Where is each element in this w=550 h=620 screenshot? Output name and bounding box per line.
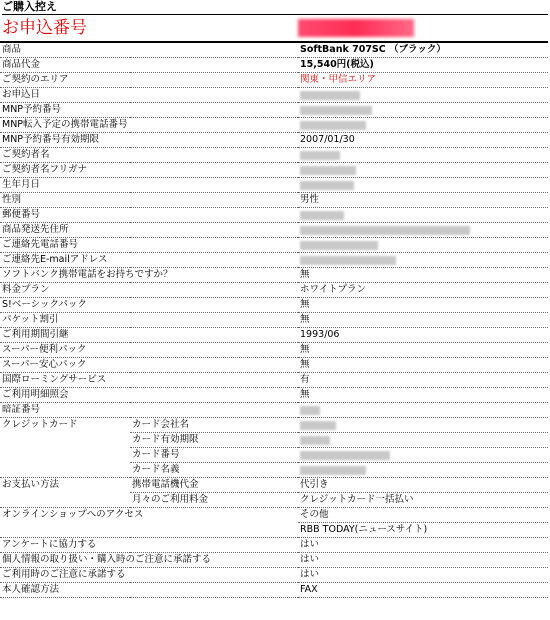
field-label: 郵便番号	[0, 208, 298, 223]
table-row	[0, 88, 548, 103]
order-details-table	[0, 43, 548, 598]
table-row	[0, 583, 548, 598]
table-row	[0, 73, 548, 88]
field-label: お申込日	[0, 88, 298, 103]
table-row	[0, 508, 548, 523]
field-value	[298, 193, 548, 208]
field-value	[298, 553, 548, 568]
payment-sub-label: 携帯電話機代金	[130, 478, 298, 493]
redacted-value	[300, 106, 372, 115]
table-row	[0, 538, 548, 553]
field-value	[298, 388, 548, 403]
table-row	[0, 253, 548, 268]
field-value	[298, 133, 548, 148]
table-row	[0, 223, 548, 238]
field-value-text: 代引き	[300, 479, 329, 490]
credit-sub-label: カード番号	[130, 448, 298, 463]
field-label: ソフトバンク携帯電話をお持ちですか？	[0, 268, 298, 283]
redacted-value	[300, 256, 396, 265]
field-label: S!ベーシックパック	[0, 298, 298, 313]
field-value-text: 無	[300, 269, 310, 280]
table-row	[0, 148, 548, 163]
field-label: 国際ローミングサービス	[0, 373, 298, 388]
field-label: 料金プラン	[0, 283, 298, 298]
table-row	[0, 418, 548, 433]
field-value-text: 15,540円(税込)	[300, 59, 374, 70]
field-value	[298, 358, 548, 373]
credit-sub-value	[298, 418, 548, 433]
field-value	[298, 373, 548, 388]
field-value-text: クレジットカード一括払い	[300, 494, 414, 505]
table-row	[0, 433, 548, 448]
field-value	[298, 283, 548, 298]
access-label-empty	[0, 523, 298, 538]
field-value	[298, 343, 548, 358]
redacted-value	[300, 121, 366, 130]
table-row	[0, 193, 548, 208]
field-value	[298, 148, 548, 163]
field-value	[298, 583, 548, 598]
redacted-value	[300, 451, 390, 460]
redacted-value	[300, 421, 336, 430]
redacted-value	[300, 241, 378, 250]
field-value-text: 無	[300, 389, 310, 400]
field-label: スーパー安心パック	[0, 358, 298, 373]
field-value-text: 有	[300, 374, 310, 385]
field-label: ご契約のエリア	[0, 73, 298, 88]
field-value	[298, 223, 548, 238]
credit-card-label-empty	[0, 448, 130, 463]
redacted-value	[300, 211, 344, 220]
table-row	[0, 238, 548, 253]
access-value: その他	[298, 508, 548, 523]
field-value	[298, 238, 548, 253]
redacted-value	[300, 151, 340, 160]
field-label: 暗証番号	[0, 403, 298, 418]
field-value-text: 無	[300, 359, 310, 370]
table-row	[0, 478, 548, 493]
field-label: ご利用時のご注意に承諾する	[0, 568, 298, 583]
redacted-value	[300, 436, 330, 445]
table-row	[0, 313, 548, 328]
field-value-text: 関東・甲信エリア	[300, 74, 377, 85]
table-row	[0, 493, 548, 508]
field-value	[298, 253, 548, 268]
field-label: アンケートに協力する	[0, 538, 298, 553]
field-label: 生年月日	[0, 178, 298, 193]
table-row	[0, 463, 548, 478]
field-value-text: 男性	[300, 194, 320, 205]
credit-sub-value	[298, 433, 548, 448]
field-value	[298, 163, 548, 178]
field-value	[298, 73, 548, 88]
credit-card-label-empty	[0, 433, 130, 448]
credit-sub-label: カード有効期限	[130, 433, 298, 448]
field-value-text: はい	[300, 554, 320, 565]
table-row	[0, 43, 548, 58]
redacted-value	[300, 466, 366, 475]
field-label: 性別	[0, 193, 298, 208]
field-label: ご契約者名	[0, 148, 298, 163]
table-row	[0, 283, 548, 298]
payment-sub-value	[298, 478, 548, 493]
redacted-value	[300, 226, 470, 235]
field-label: ご利用期間引継	[0, 328, 298, 343]
field-label: MNP予約番号有効期限	[0, 133, 298, 148]
field-label: 本人確認方法	[0, 583, 298, 598]
field-value	[298, 328, 548, 343]
field-value-text: 無	[300, 299, 310, 310]
redacted-value	[300, 166, 356, 175]
application-number-label: お申込番号	[2, 18, 87, 38]
credit-sub-label: カード名義	[130, 463, 298, 478]
field-value	[298, 298, 548, 313]
field-value-text: ホワイトプラン	[300, 284, 366, 295]
field-label: 商品代金	[0, 58, 298, 73]
credit-card-label-empty	[0, 463, 130, 478]
redacted-value	[300, 181, 354, 190]
table-row	[0, 103, 548, 118]
application-number-row	[0, 15, 548, 43]
table-row	[0, 298, 548, 313]
field-value	[298, 568, 548, 583]
field-label: スーパー便利パック	[0, 343, 298, 358]
field-label: ご連絡先電話番号	[0, 238, 298, 253]
field-value-text: 無	[300, 314, 310, 325]
table-row	[0, 208, 548, 223]
field-label: ご利用明細照会	[0, 388, 298, 403]
field-label: ご連絡先E-mailアドレス	[0, 253, 298, 268]
table-row	[0, 358, 548, 373]
table-row	[0, 268, 548, 283]
field-value-text: 1993/06	[300, 329, 340, 340]
field-label: 商品発送先住所	[0, 223, 298, 238]
field-label: ご契約者名フリガナ	[0, 163, 298, 178]
table-row	[0, 133, 548, 148]
table-row	[0, 118, 548, 133]
payment-sub-value	[298, 493, 548, 508]
payment-label: お支払い方法	[2, 479, 60, 490]
field-value	[298, 313, 548, 328]
credit-card-label: クレジットカード	[2, 419, 78, 430]
table-row	[0, 568, 548, 583]
field-value-text: はい	[300, 569, 320, 580]
table-row	[0, 388, 548, 403]
credit-sub-value	[298, 463, 548, 478]
field-value	[298, 88, 548, 103]
table-row	[0, 178, 548, 193]
field-label: MNP転入予定の携帯電話番号	[0, 118, 298, 133]
field-value	[298, 118, 548, 133]
credit-sub-label: カード会社名	[130, 418, 298, 433]
payment-label-empty	[0, 493, 130, 508]
field-value	[298, 178, 548, 193]
field-value-text: 2007/01/30	[300, 134, 355, 145]
table-row	[0, 403, 548, 418]
field-value-text: FAX	[300, 584, 318, 595]
table-row	[0, 523, 548, 538]
field-value-text: 無	[300, 344, 310, 355]
payment-sub-label: 月々のご利用料金	[130, 493, 298, 508]
table-row	[0, 373, 548, 388]
field-value-text: SoftBank 707SC （ブラック）	[300, 44, 446, 55]
table-row	[0, 448, 548, 463]
field-value	[298, 58, 548, 73]
field-value	[298, 208, 548, 223]
field-value	[298, 403, 548, 418]
field-value	[298, 103, 548, 118]
field-value	[298, 538, 548, 553]
field-value	[298, 43, 548, 58]
table-row	[0, 343, 548, 358]
field-value-text: はい	[300, 539, 320, 550]
credit-sub-value	[298, 448, 548, 463]
field-label: 個人情報の取り扱い・購入時のご注意に承諾する	[0, 553, 298, 568]
field-label: MNP予約番号	[0, 103, 298, 118]
redacted-value	[300, 406, 320, 415]
redacted-value	[300, 91, 360, 100]
access-value: RBB TODAY(ニュースサイト)	[298, 523, 548, 538]
application-number-redacted	[298, 19, 414, 37]
field-value	[298, 268, 548, 283]
table-row	[0, 328, 548, 343]
table-row	[0, 58, 548, 73]
field-label: 商品	[0, 43, 298, 58]
table-row	[0, 553, 548, 568]
section-title: ご購入控え	[2, 0, 548, 15]
access-label: オンラインショップへのアクセス	[2, 509, 144, 520]
table-row	[0, 163, 548, 178]
field-label: パケット割引	[0, 313, 298, 328]
